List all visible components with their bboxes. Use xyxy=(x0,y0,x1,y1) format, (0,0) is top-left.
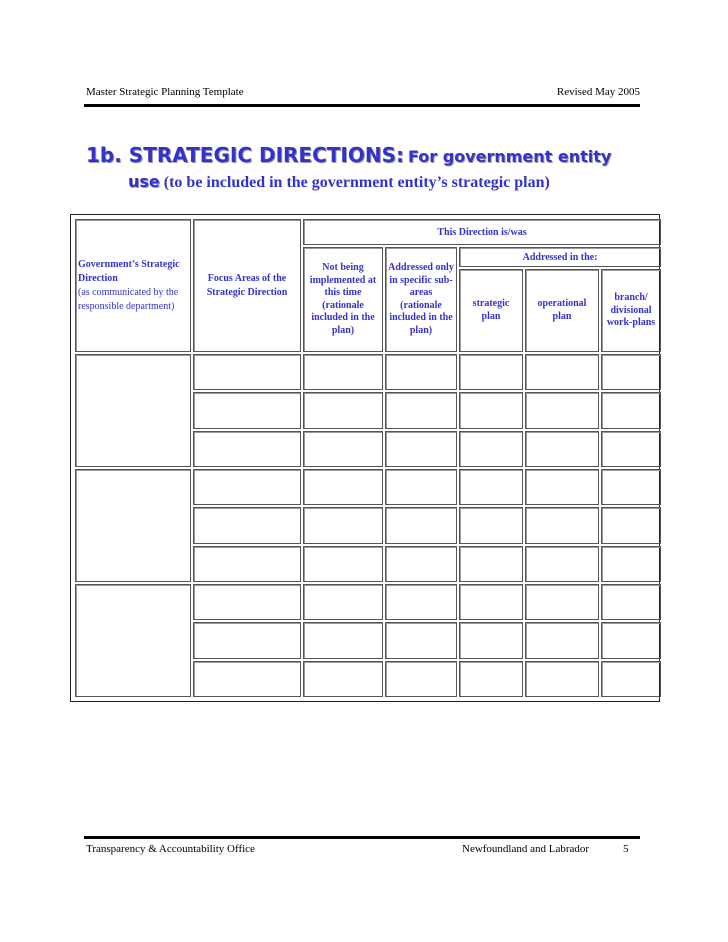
table-cell[interactable] xyxy=(459,584,523,620)
header-rule xyxy=(84,104,640,107)
table-cell[interactable] xyxy=(459,661,523,697)
table-cell[interactable] xyxy=(601,622,661,658)
table-cell[interactable] xyxy=(303,392,383,428)
header-right: Revised May 2005 xyxy=(556,86,640,98)
table-cell[interactable] xyxy=(385,469,457,505)
strategic-plan-header: strategic plan xyxy=(459,269,523,352)
header-left: Master Strategic Planning Template xyxy=(86,86,244,98)
strategic-directions-table xyxy=(70,214,660,702)
gov-direction-cell[interactable] xyxy=(75,354,191,467)
footer-left: Transparency & Accountability Office xyxy=(86,843,255,855)
focus-area-cell[interactable] xyxy=(193,469,301,505)
gov-direction-cell[interactable] xyxy=(75,469,191,582)
table-cell[interactable] xyxy=(601,431,661,467)
gov-direction-header xyxy=(75,219,191,352)
focus-areas-header: Focus Areas of the Strategic Direction xyxy=(193,219,301,352)
title-line2-paren: (to be included in the government entity’s strategic plan) xyxy=(163,174,550,191)
gov-direction-cell[interactable] xyxy=(75,584,191,697)
table-cell[interactable] xyxy=(525,431,599,467)
table-cell[interactable] xyxy=(303,431,383,467)
page-number: 5 xyxy=(623,843,629,855)
table-cell[interactable] xyxy=(303,622,383,658)
table-cell[interactable] xyxy=(385,354,457,390)
table-cell[interactable] xyxy=(525,546,599,582)
table-cell[interactable] xyxy=(303,584,383,620)
table-cell[interactable] xyxy=(459,507,523,543)
addressed-in-header: Addressed in the: xyxy=(459,247,661,267)
table-cell[interactable] xyxy=(601,546,661,582)
table-cell[interactable] xyxy=(601,507,661,543)
table-cell[interactable] xyxy=(303,354,383,390)
table-cell[interactable] xyxy=(601,661,661,697)
table-cell[interactable] xyxy=(525,584,599,620)
title-prefix: 1b. STRATEGIC DIRECTIONS: xyxy=(86,143,404,167)
direction-header: This Direction is/was xyxy=(303,219,661,245)
table-cell[interactable] xyxy=(303,661,383,697)
table-cell[interactable] xyxy=(459,469,523,505)
table-cell[interactable] xyxy=(385,546,457,582)
gov-direction-title: Government’s Strategic Direction xyxy=(78,258,180,284)
table-cell[interactable] xyxy=(459,431,523,467)
table-cell[interactable] xyxy=(525,661,599,697)
table-cell[interactable] xyxy=(385,431,457,467)
title-line2-bold: use xyxy=(128,172,160,191)
focus-area-cell[interactable] xyxy=(193,392,301,428)
table-cell[interactable] xyxy=(525,507,599,543)
focus-area-cell[interactable] xyxy=(193,622,301,658)
footer-rule xyxy=(84,836,640,839)
table-cell[interactable] xyxy=(459,622,523,658)
table-cell[interactable] xyxy=(385,507,457,543)
branch-plans-header: branch/ divisional work-plans xyxy=(601,269,661,352)
table-cell[interactable] xyxy=(601,392,661,428)
title-suffix: For government entity xyxy=(407,147,612,166)
focus-area-cell[interactable] xyxy=(193,431,301,467)
addressed-only-header: Addressed only in specific sub-areas (rationale included in the plan) xyxy=(385,247,457,352)
table-cell[interactable] xyxy=(525,469,599,505)
footer-middle: Newfoundland and Labrador xyxy=(462,843,590,855)
table-cell[interactable] xyxy=(459,354,523,390)
table-cell[interactable] xyxy=(459,392,523,428)
gov-direction-note: (as communicated by the responsible department) xyxy=(78,286,179,312)
table-cell[interactable] xyxy=(459,546,523,582)
table-cell[interactable] xyxy=(601,469,661,505)
table-cell[interactable] xyxy=(525,622,599,658)
table-cell[interactable] xyxy=(601,354,661,390)
table-cell[interactable] xyxy=(601,584,661,620)
page-title-line2 xyxy=(128,172,550,192)
focus-area-cell[interactable] xyxy=(193,354,301,390)
table-cell[interactable] xyxy=(525,392,599,428)
operational-plan-header: operational plan xyxy=(525,269,599,352)
focus-area-cell[interactable] xyxy=(193,584,301,620)
table-cell[interactable] xyxy=(525,354,599,390)
table-cell[interactable] xyxy=(303,546,383,582)
focus-area-cell[interactable] xyxy=(193,546,301,582)
table-cell[interactable] xyxy=(385,661,457,697)
table-cell[interactable] xyxy=(385,392,457,428)
table-cell[interactable] xyxy=(385,622,457,658)
focus-area-cell[interactable] xyxy=(193,507,301,543)
focus-area-cell[interactable] xyxy=(193,661,301,697)
not-being-header: Not being implemented at this time (rationale included in the plan) xyxy=(303,247,383,352)
table-cell[interactable] xyxy=(303,507,383,543)
table-cell[interactable] xyxy=(385,584,457,620)
page-title xyxy=(86,143,611,167)
table-cell[interactable] xyxy=(303,469,383,505)
